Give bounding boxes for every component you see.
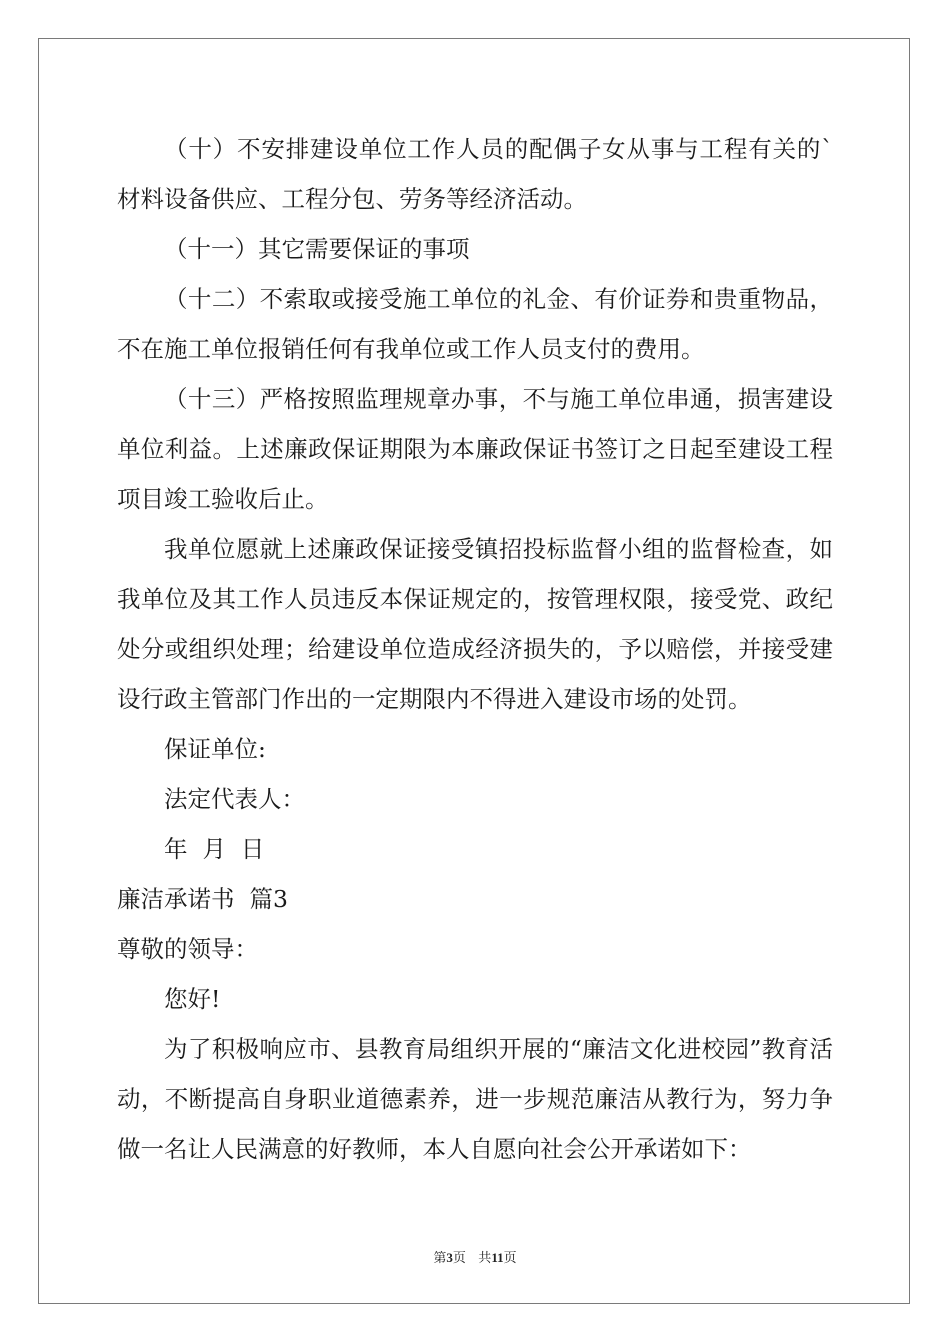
greeting: 您好! <box>164 985 221 1013</box>
guarantor-label: 保证单位: <box>164 735 266 763</box>
footer-page-prefix: 第 <box>433 1251 447 1266</box>
footer-page-suffix: 页 <box>452 1251 466 1266</box>
paragraph-pledge: 我单位愿就上述廉政保证接受镇招投标监督小组的监督检查，如我单位及其工作人员违反本保证规定的，按管理权限，接受党、政纪处分或组织处理；给建设单位造成经济损失的，予以赔偿，并接受建设行政主管部门作出的一定期限内不得进入建设市场的处罚。 <box>117 535 833 713</box>
paragraph-item-11: （十一）其它需要保证的事项 <box>164 235 470 263</box>
section-title: 廉洁承诺书 篇3 <box>117 885 288 913</box>
date-line: 年 月 日 <box>164 835 265 863</box>
footer-total-pages: 11 <box>491 1250 504 1265</box>
paragraph-item-12: （十二）不索取或接受施工单位的礼金、有价证券和贵重物品，不在施工单位报销任何有我单位或工作人员支付的费用。 <box>117 285 833 363</box>
paragraph-item-13: （十三）严格按照监理规章办事，不与施工单位串通，损害建设单位利益。上述廉政保证期限为本廉政保证书签订之日起至建设工程项目竣工验收后止。 <box>117 385 833 513</box>
footer-page-number: 3 <box>446 1250 453 1265</box>
paragraph-intro: 为了积极响应市、县教育局组织开展的“廉洁文化进校园”教育活动，不断提高自身职业道德素养，进一步规范廉洁从教行为，努力争做一名让人民满意的好教师，本人自愿向社会公开承诺如下： <box>117 1035 833 1163</box>
footer-total-prefix: 共 <box>478 1251 492 1266</box>
salutation: 尊敬的领导： <box>117 935 258 963</box>
legal-representative-label: 法定代表人： <box>164 785 305 813</box>
footer-total-suffix: 页 <box>503 1251 517 1266</box>
paragraph-item-10: （十）不安排建设单位工作人员的配偶子女从事与工程有关的`材料设备供应、工程分包、劳务等经济活动。 <box>117 135 833 213</box>
page-footer <box>0 1247 950 1266</box>
